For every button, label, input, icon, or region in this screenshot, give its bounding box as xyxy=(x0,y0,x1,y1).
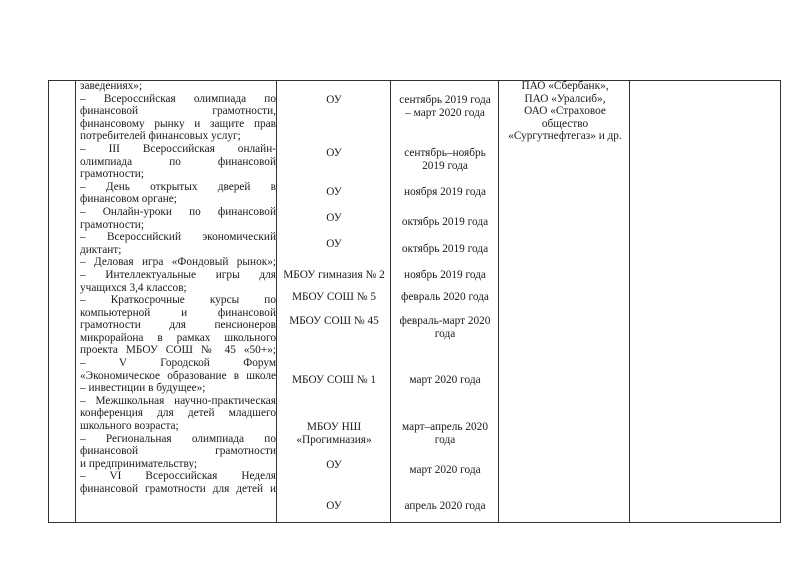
event-line: – инвестиции в будущее»; xyxy=(80,382,206,395)
event-line: – Всероссийская олимпиада по xyxy=(80,92,276,105)
column-divider xyxy=(276,81,277,522)
date-text: февраль 2020 года xyxy=(401,291,489,303)
responsible-cell xyxy=(278,238,390,251)
date-text: март 2020 года xyxy=(409,464,481,476)
event-line: – Онлайн-уроки по финансовой xyxy=(80,205,276,218)
event-line: – III Всероссийская онлайн- xyxy=(80,142,276,155)
date-text: ноябрь 2019 года xyxy=(404,269,486,281)
responsible-cell xyxy=(278,186,390,199)
responsible-text: МБОУ СОШ № 45 xyxy=(289,315,379,327)
date-cell xyxy=(392,421,498,446)
events-cell xyxy=(80,80,276,496)
event-line: олимпиада по финансовой xyxy=(80,155,276,168)
event-line: – Региональная олимпиада по xyxy=(80,432,276,445)
column-divider xyxy=(390,81,391,522)
event-line: финансовой грамотности, xyxy=(80,105,276,118)
responsible-text: ОУ xyxy=(326,212,342,224)
event-line: грамотности; xyxy=(80,218,144,231)
event-line: финансовому рынку и защите прав xyxy=(80,117,276,130)
date-cell xyxy=(392,94,498,119)
responsible-cell xyxy=(278,291,390,304)
responsible-text: МБОУ НШ xyxy=(306,421,362,433)
partner-line: ПАО «Сбербанк», xyxy=(521,80,609,92)
event-line: – Межшкольная научно-практическая xyxy=(80,394,276,407)
responsible-cell xyxy=(278,94,390,107)
date-cell xyxy=(392,500,498,513)
column-divider xyxy=(75,81,76,522)
partner-line: «Сургутнефтегаз» и др. xyxy=(508,130,622,143)
date-text: 2019 года xyxy=(422,159,468,172)
event-line: – Всероссийский экономический xyxy=(80,231,276,244)
responsible-cell xyxy=(278,374,390,387)
event-line: потребителей финансовых услуг; xyxy=(80,130,241,143)
partner-line: ПАО «Уралсиб», xyxy=(524,92,606,105)
date-cell xyxy=(392,315,498,340)
event-line: грамотности для пенсионеров xyxy=(80,319,276,332)
date-text: октябрь 2019 года xyxy=(401,216,489,228)
event-line: компьютерной и финансовой xyxy=(80,306,276,319)
responsible-text: ОУ xyxy=(326,147,342,159)
event-line: учащихся 3,4 классов; xyxy=(80,281,187,294)
partner-line: ОАО «Страховое xyxy=(524,105,606,118)
event-line: диктант; xyxy=(80,243,122,256)
responsible-text: МБОУ СОШ № 5 xyxy=(292,291,376,303)
responsible-cell xyxy=(278,500,390,513)
date-cell xyxy=(392,464,498,477)
column-divider xyxy=(498,81,499,522)
date-text: октябрь 2019 года xyxy=(401,243,489,255)
date-text: года xyxy=(434,327,456,340)
date-cell xyxy=(392,186,498,199)
date-text: сентябрь 2019 года xyxy=(399,94,491,106)
date-text: март–апрель 2020 xyxy=(402,421,488,433)
responsible-cell xyxy=(278,315,390,328)
event-line: конференция для детей младшего xyxy=(80,407,276,420)
responsible-cell xyxy=(278,147,390,160)
event-line: – День открытых дверей в xyxy=(80,180,276,193)
event-line: – Деловая игра «Фондовый рынок»; xyxy=(80,256,276,269)
responsible-cell xyxy=(278,421,390,446)
responsible-text: ОУ xyxy=(326,500,342,512)
date-cell xyxy=(392,291,498,304)
event-line: – Интеллектуальные игры для xyxy=(80,268,276,281)
partner-line: общество xyxy=(541,117,589,130)
date-cell xyxy=(392,374,498,387)
plan-table xyxy=(48,80,781,523)
date-cell xyxy=(392,269,498,282)
responsible-cell xyxy=(278,459,390,472)
event-line: финансовой грамотности xyxy=(80,445,276,458)
responsible-text: ОУ xyxy=(326,186,342,198)
event-line: – V Городской Форум xyxy=(80,357,276,370)
event-line: «Экономическое образование в школе xyxy=(80,369,276,382)
partners-cell xyxy=(500,80,630,143)
date-text: февраль-март 2020 xyxy=(399,315,491,327)
column-divider xyxy=(629,81,630,522)
responsible-text: ОУ xyxy=(326,459,342,471)
date-text: – март 2020 года xyxy=(405,106,485,119)
event-line: проекта МБОУ СОШ № 45 «50+»; xyxy=(80,344,276,357)
event-line: микрорайона в рамках школьного xyxy=(80,331,276,344)
date-text: года xyxy=(434,433,456,446)
responsible-cell xyxy=(278,212,390,225)
responsible-text: ОУ xyxy=(326,94,342,106)
date-cell xyxy=(392,243,498,256)
event-line: – VI Всероссийская Неделя xyxy=(80,470,276,483)
event-line: и предпринимательству; xyxy=(80,457,198,470)
date-text: апрель 2020 года xyxy=(404,500,486,512)
date-cell xyxy=(392,216,498,229)
event-line: школьного возраста; xyxy=(80,420,179,433)
responsible-cell xyxy=(278,269,390,282)
responsible-text: «Прогимназия» xyxy=(296,433,372,446)
event-line: финансовом органе; xyxy=(80,193,177,206)
event-line: заведениях»; xyxy=(80,80,143,92)
date-text: март 2020 года xyxy=(409,374,481,386)
responsible-text: ОУ xyxy=(326,238,342,250)
date-text: ноября 2019 года xyxy=(404,186,486,198)
responsible-text: МБОУ СОШ № 1 xyxy=(292,374,376,386)
event-line: финансовой грамотности для детей и xyxy=(80,483,276,495)
event-line: грамотности; xyxy=(80,168,144,181)
date-cell xyxy=(392,147,498,172)
event-line: – Краткосрочные курсы по xyxy=(80,294,276,307)
date-text: сентябрь–ноябрь xyxy=(404,147,486,159)
responsible-text: МБОУ гимназия № 2 xyxy=(283,269,385,281)
